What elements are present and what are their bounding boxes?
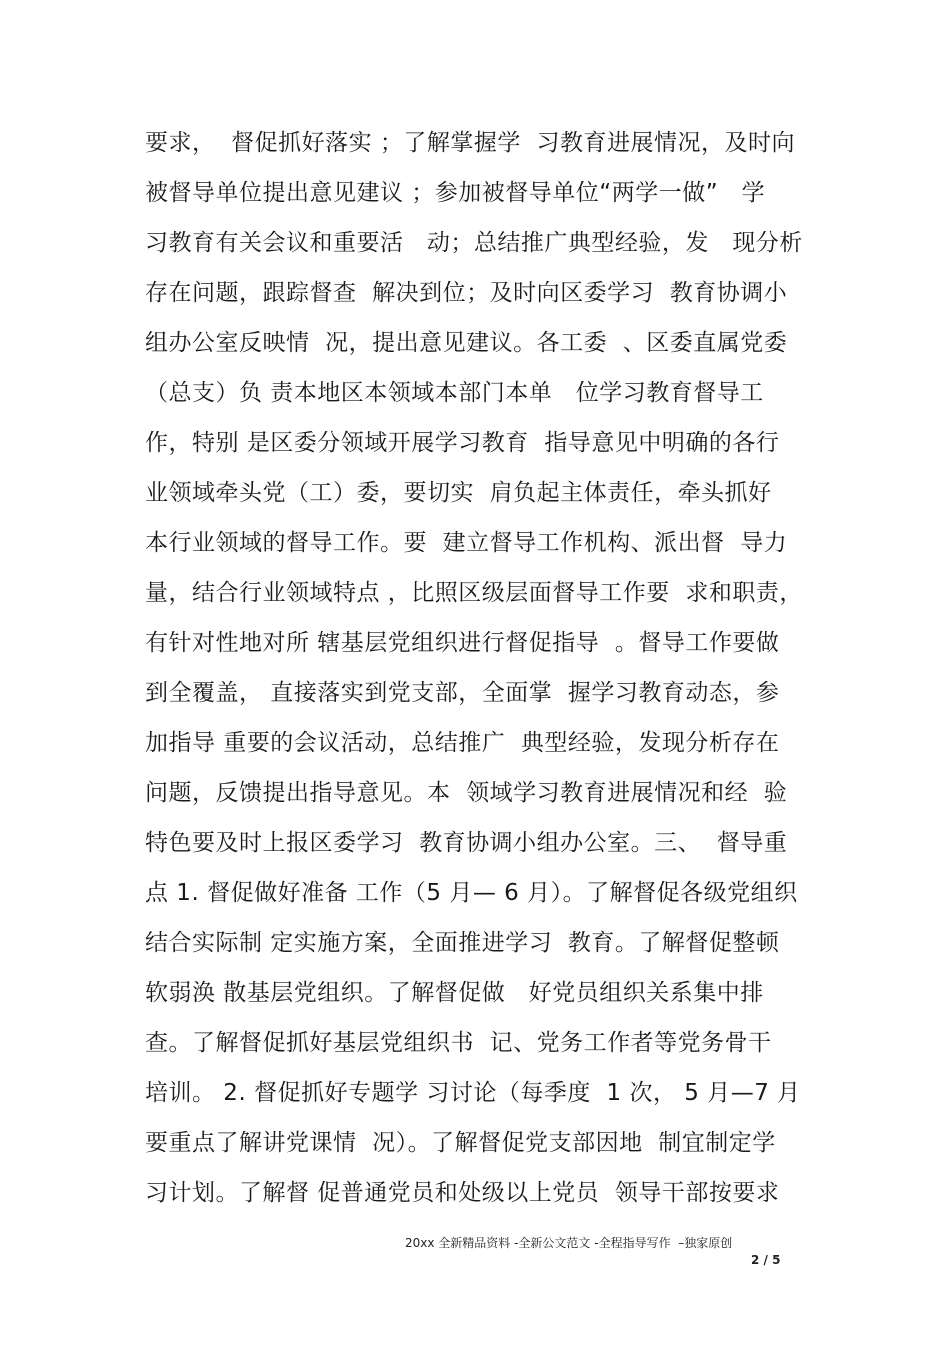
text-line: 点 1. 督促做好准备 工作（5 月— 6 月）。了解督促各级党组织 [145,880,798,906]
text-line: 有针对性地对所 辖基层党组织进行督促指导 。督导工作要做 [145,630,780,656]
text-line: 结合实际制 定实施方案，全面推进学习 教育。了解督促整顿 [145,930,780,956]
page-number: 2 / 5 [751,1253,781,1267]
text-line: 存在问题，跟踪督查 解决到位；及时向区委学习 教育协调小 [145,280,788,306]
text-line: 要重点了解讲党课情 况）。了解督促党支部因地 制宜制定学 [145,1130,776,1156]
text-line: 查。了解督促抓好基层党组织书 记、党务工作者等党务骨干 [145,1030,772,1056]
text-line: 本行业领域的督导工作。要 建立督导工作机构、派出督 导力 [145,530,788,556]
text-line: （总支）负 责本地区本领域本部门本单 位学习教育督导工 [145,380,764,406]
text-line: 作，特别 是区委分领域开展学习教育 指导意见中明确的各行 [145,430,780,456]
text-line: 习计划。了解督 促普通党员和处级以上党员 领导干部按要求 [145,1180,780,1206]
body-text [145,118,825,1218]
footer-text: 20xx 全新精品资料 -全新公文范文 -全程指导写作 –独家原创 [405,1236,733,1250]
text-line: 培训。 2. 督促抓好专题学 习讨论（每季度 1 次， 5 月—7 月 [145,1080,801,1106]
text-line: 业领域牵头党（工）委，要切实 肩负起主体责任，牵头抓好 [145,480,772,506]
text-line: 到全覆盖， 直接落实到党支部，全面掌 握学习教育动态，参 [145,680,780,706]
text-line: 要求， 督促抓好落实 ；了解掌握学 习教育进展情况，及时向 [145,130,796,156]
text-line: 被督导单位提出意见建议 ；参加被督导单位“两学一做” 学 [145,180,766,206]
text-line: 加指导 重要的会议活动，总结推广 典型经验，发现分析存在 [145,730,780,756]
text-line: 习教育有关会议和重要活 动；总结推广典型经验，发 现分析 [145,230,803,256]
text-line: 量，结合行业领域特点 ，比照区级层面督导工作要 求和职责， [145,580,803,606]
text-line: 特色要及时上报区委学习 教育协调小组办公室。三、 督导重 [145,830,788,856]
text-line: 软弱涣 散基层党组织。了解督促做 好党员组织关系集中排 [145,980,764,1006]
text-line: 问题，反馈提出指导意见。本 领域学习教育进展情况和经 验 [145,780,788,806]
text-line: 组办公室反映情 况，提出意见建议。各工委 、区委直属党委 [145,330,788,356]
